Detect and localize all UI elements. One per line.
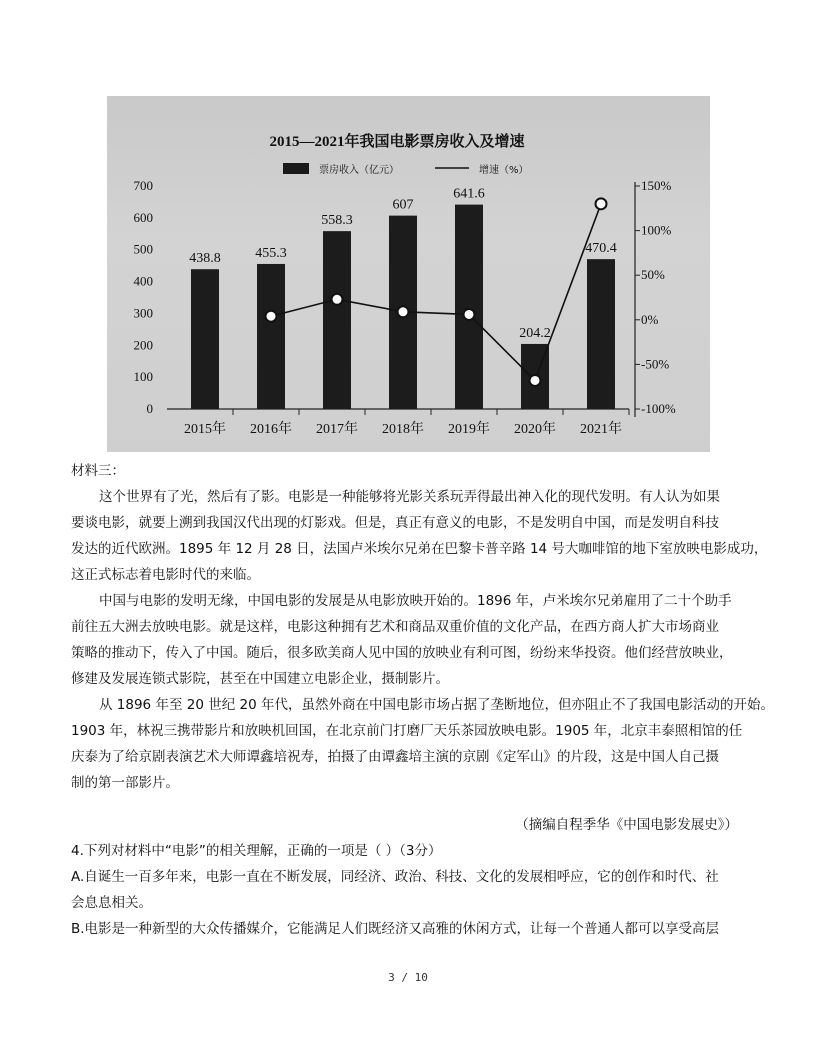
- left-tick-label: 0: [146, 401, 153, 416]
- category-label: 2018年: [382, 422, 424, 437]
- left-tick-label: 300: [133, 305, 153, 321]
- bar-5: [455, 205, 483, 409]
- right-tick-label: 0%: [641, 311, 659, 327]
- right-tick-label: 150%: [641, 178, 672, 193]
- left-tick-label: 100: [133, 369, 153, 385]
- left-tick-label: 500: [133, 241, 153, 257]
- bar-7: [587, 259, 615, 409]
- paragraph-3-line-1: 从 1896 年至 20 世纪 20 年代，虽然外商在中国电影市场占据了垄断地位，但亦阻止不了我国电影活动的开始。: [99, 697, 774, 713]
- bar-data-label: 558.3: [321, 213, 353, 229]
- paragraph-3-line-4: 制的第一部影片。: [71, 775, 179, 791]
- paragraph-1-line-2: 要谈电影，就要上溯到我国汉代出现的灯影戏。但是，真正有意义的电影，不是发明自中国，而是发明自科技: [71, 515, 719, 531]
- left-tick-label: 600: [133, 209, 153, 225]
- chart-title: 2015—2021年我国电影票房收入及增速: [269, 134, 525, 150]
- paragraph-2-line-1: 中国与电影的发明无缘，中国电影的发展是从电影放映开始的。1896 年，卢米埃尔兄弟雇用了二十个助手: [99, 593, 732, 609]
- box-office-chart: [107, 96, 710, 452]
- legend-bar-label: 票房收入（亿元）: [319, 165, 399, 176]
- paragraph-1-line-4: 这正式标志着电影时代的来临。: [71, 567, 260, 583]
- question-stem: 4.下列对材料中“电影”的相关理解，正确的一项是（ ）（3分）: [71, 843, 442, 859]
- category-label: 2016年: [250, 422, 292, 437]
- option-a-line-2: 会息息相关。: [71, 895, 152, 911]
- category-label: 2015年: [184, 422, 226, 437]
- left-tick-label: 400: [133, 273, 153, 289]
- legend-bar-swatch: [283, 163, 309, 174]
- growth-point-6: [596, 198, 607, 209]
- bar-1: [191, 269, 219, 409]
- page-number: 3 / 10: [388, 971, 428, 984]
- paragraph-2-line-3: 策略的推动下，传入了中国。随后，很多欧美商人见中国的放映业有利可图，纷纷来华投资。他们经营放映业，: [71, 645, 733, 661]
- right-tick-label: 100%: [641, 222, 672, 238]
- growth-point-3: [398, 306, 409, 317]
- option-a-line-1: A.自诞生一百多年来，电影一直在不断发展，同经济、政治、科技、文化的发展相呼应，它的创作和时代、社: [71, 869, 719, 885]
- growth-point-1: [266, 311, 277, 322]
- right-tick-label: 50%: [641, 267, 665, 283]
- left-tick-label: 700: [133, 178, 153, 193]
- bar-2: [257, 264, 285, 409]
- right-tick-label: -50%: [641, 356, 670, 372]
- bar-data-label: 455.3: [255, 245, 287, 261]
- category-label: 2020年: [514, 422, 556, 437]
- paragraph-3-line-2: 1903 年，林祝三携带影片和放映机回国，在北京前门打磨厂天乐茶园放映电影。1905 年，北京丰泰照相馆的任: [71, 723, 743, 739]
- category-label: 2021年: [580, 422, 622, 437]
- source-citation: （摘编自程季华《中国电影发展史》）: [515, 817, 738, 833]
- option-b-line-1: B.电影是一种新型的大众传播媒介，它能满足人们既经济又高雅的休闲方式，让每一个普通人都可以享受高层: [71, 921, 720, 937]
- paragraph-2-line-2: 前往五大洲去放映电影。就是这样，电影这种拥有艺术和商品双重价值的文化产品，在西方商人扩大市场商业: [71, 619, 719, 635]
- paragraph-3-line-3: 庆泰为了给京剧表演艺术大师谭鑫培祝寿，拍摄了由谭鑫培主演的京剧《定军山》的片段，这是中国人自己摄: [71, 749, 719, 765]
- material-label: 材料三：: [71, 463, 125, 479]
- paragraph-1-line-3: 发达的近代欧洲。1895 年 12 月 28 日，法国卢米埃尔兄弟在巴黎卡普辛路 14 号大咖啡馆的地下室放映电影成功，: [71, 541, 768, 557]
- category-label: 2017年: [316, 422, 358, 437]
- bar-data-label: 438.8: [189, 251, 221, 267]
- growth-point-4: [464, 309, 475, 320]
- category-label: 2019年: [448, 422, 490, 437]
- legend-line-label: 增速（%）: [479, 165, 529, 176]
- bar-data-label: 607: [392, 197, 414, 213]
- growth-point-2: [332, 294, 343, 305]
- chart-legend: [283, 163, 529, 176]
- bar-data-label: 204.2: [519, 325, 551, 341]
- bar-data-label: 470.4: [585, 241, 617, 257]
- bar-data-label: 641.6: [453, 186, 485, 202]
- bar-3: [323, 231, 351, 409]
- chart-photo: [107, 96, 710, 452]
- paragraph-2-line-4: 修建及发展连锁式影院，甚至在中国建立电影企业，摄制影片。: [71, 671, 449, 687]
- growth-point-5: [530, 375, 541, 386]
- growth-line: [271, 204, 601, 381]
- paragraph-1-line-1: 这个世界有了光，然后有了影。电影是一种能够将光影关系玩弄得最出神入化的现代发明。有人认为如果: [99, 489, 720, 505]
- right-tick-label: -100%: [641, 401, 676, 416]
- left-tick-label: 200: [133, 337, 153, 353]
